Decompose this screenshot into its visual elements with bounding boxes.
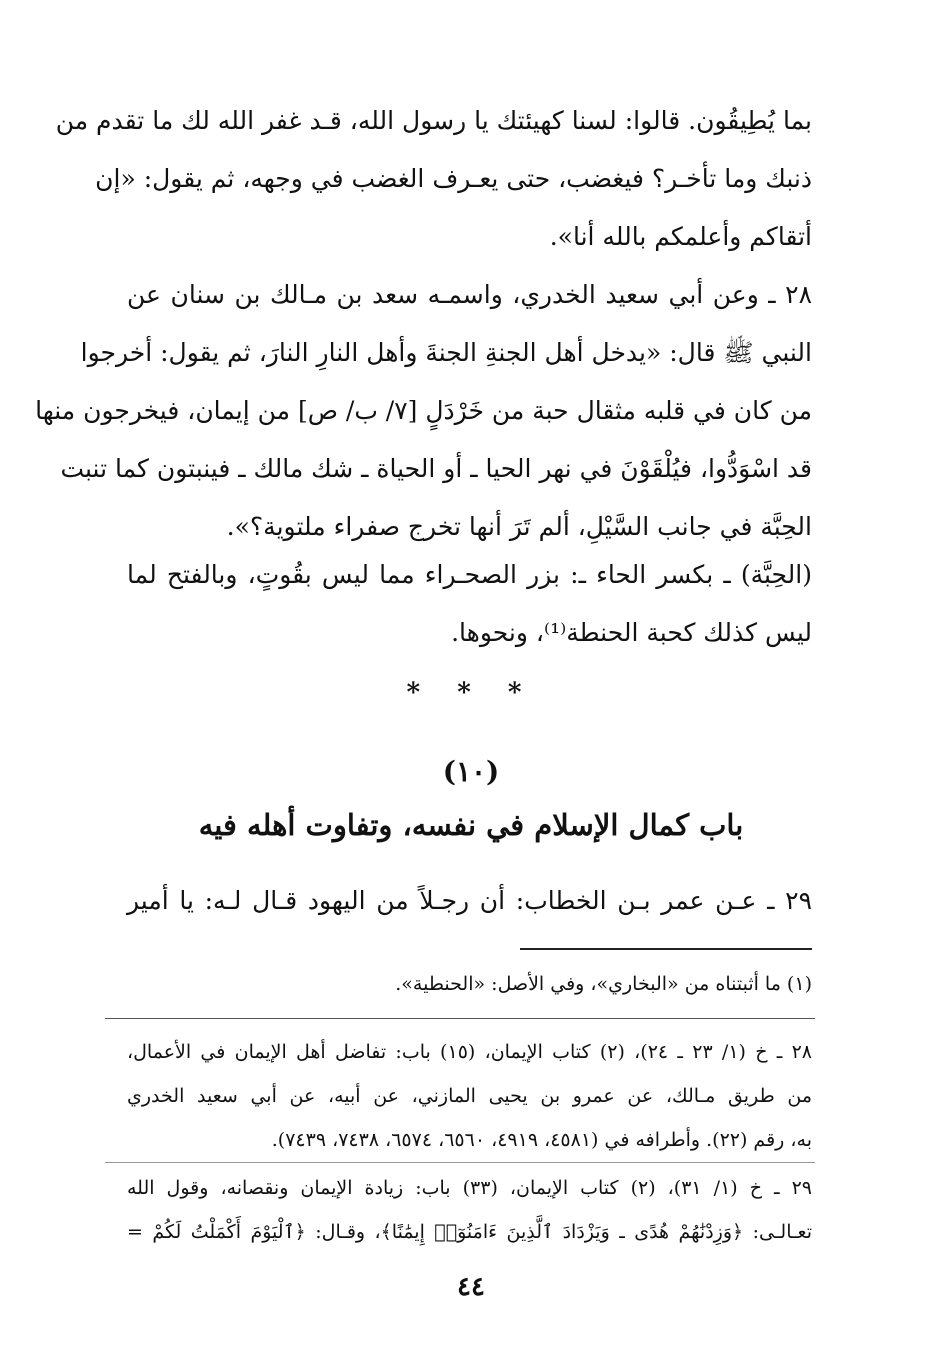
paragraph-hadith-27-end: [55, 92, 812, 266]
text-line: بما يُطِيقُون. قالوا: لسنا كهيئتك يا رسول الله، قـد غفر الله لك ما تقدم من: [55, 106, 812, 135]
text-line: قد اسْوَدُّوا، فيُلْقَوْنَ في نهر الحيا ـ أو الحياة ـ شك مالك ـ فينبتون كما تنبت: [60, 454, 812, 483]
text-line: ذنبك وما تأخـر؟ فيغضب، حتى يعـرف الغضب في وجهه، ثم يقول: «إن: [95, 164, 812, 193]
text-line: أتقاكم وأعلمكم بالله أنا».: [549, 222, 812, 251]
paragraph-definition: [127, 546, 812, 662]
footnote-1: [127, 962, 812, 1006]
text-line: ٢٨ ـ وعن أبي سعيد الخدري، واسمـه سعد بن مـالك بن سنان عن: [127, 280, 812, 309]
footnote-line: ٢٨ ـ خ (١/ ٢٣ ـ ٢٤)، (٢) كتاب الإيمان، (١٥) باب: تفاضل أهل الإيمان في الأعمال،: [127, 1041, 813, 1063]
footnote-divider: [520, 948, 812, 950]
paragraph-hadith-28: [35, 266, 812, 556]
page-number: ٤٤: [457, 1272, 485, 1302]
text-line: الحِبَّة في جانب السَّيْلِ، ألم تَرَ أنها تخرج صفراء ملتوية؟».: [226, 512, 812, 541]
footnote-line: به، رقم (٢٢). وأطرافه في (٤٥٨١، ٤٩١٩، ٦٥٦٠، ٦٥٧٤، ٧٤٣٨، ٧٤٣٩).: [271, 1129, 812, 1151]
chapter-number: (١٠): [442, 755, 500, 788]
text-line: ليس كذلك كحبة الحنطة⁽¹⁾، ونحوها.: [451, 618, 812, 647]
footnote-separator: [105, 1018, 815, 1019]
footnote-separator: [105, 1162, 815, 1163]
section-separator-stars: * * *: [406, 678, 536, 708]
text-line: ٢٩ ـ عـن عمر بـن الخطاب: أن رجـلاً من اليهود قـال لـه: يا أمير: [127, 886, 812, 915]
paragraph-hadith-29-start: [127, 872, 812, 930]
footnote-line: (١) ما أثبتناه من «البخاري»، وفي الأصل: «الحنطية».: [395, 973, 812, 995]
footnote-line: ٢٩ ـ خ (١/ ٣١)، (٢) كتاب الإيمان، (٣٣) باب: زيادة الإيمان ونقصانه، وقول الله: [127, 1177, 812, 1199]
footnote-takhrij-28: [127, 1030, 812, 1162]
text-line: من كان في قلبه مثقال حبة من خَرْدَلٍ [٧/ ب/ ص] من إيمان، فيخرجون منها: [35, 396, 812, 425]
footnote-line: من طريق مـالك، عن عمرو بن يحيى المازني، عن أبيه، عن أبي سعيد الخدري: [127, 1085, 812, 1107]
text-line: (الحِبَّة) ـ بكسر الحاء ـ: بزر الصحـراء مما ليس بقُوتٍ، وبالفتح لما: [127, 560, 812, 589]
chapter-title: باب كمال الإسلام في نفسه، وتفاوت أهله فيه: [198, 808, 744, 842]
text-line: النبي ﷺ قال: «يدخل أهل الجنةِ الجنةَ وأهل النارِ النارَ، ثم يقول: أخرجوا: [80, 338, 812, 367]
footnote-takhrij-29: [127, 1166, 812, 1254]
footnote-line: تعـالـى: ﴿وَزِدْنَٰهُمْ هُدًى ـ وَيَزْدَادَ ٱلَّذِينَ ءَامَنُوٓا۟ إِيمَٰنًا﴾، وقـال: ﴿ٱلْيَوْمَ أَكْمَلْتُ لَكُمْ =: [127, 1221, 812, 1243]
